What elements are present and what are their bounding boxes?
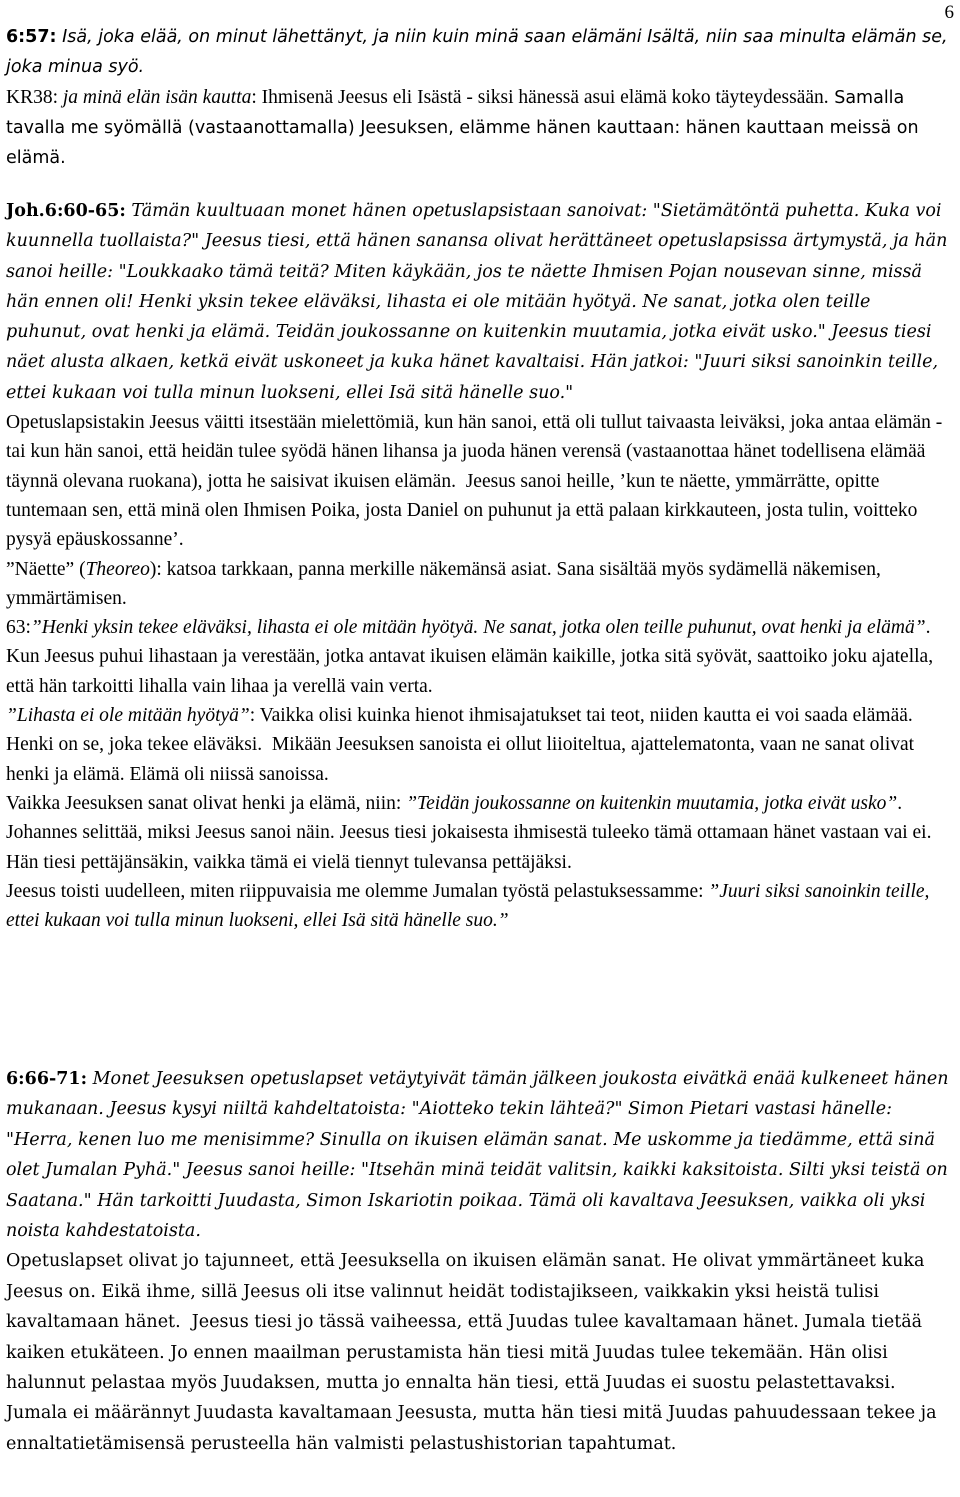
section-6-57: [6, 22, 956, 173]
quoted-verse: ”Henki yksin tekee eläväksi, lihasta ei ole mitään hyötyä. Ne sanat, jotka olen teille puhunut, ovat henki ja elämä”: [30, 617, 926, 639]
kr38-text: : Ihmisenä Jeesus eli Isästä - siksi hänessä asui elämä koko täyteydessään.: [251, 86, 829, 108]
commentary-text: ): katsoa tarkkaan, panna merkille näkemänsä asiat. Sana sisältää myös sydämellä näkemisen, ymmärtämisen.: [6, 558, 886, 609]
commentary-text: Vaikka Jeesuksen sanat olivat henki ja elämä, niin:: [6, 792, 407, 814]
greek-term: Theoreo: [85, 558, 150, 580]
quoted-verse: ”Lihasta ei ole mitään hyötyä”: [6, 705, 250, 727]
page-number: 6: [944, 2, 954, 23]
kr38-label: KR38:: [6, 86, 63, 108]
verse-reference: 6:57:: [6, 27, 57, 47]
verse-number: 63:: [6, 617, 31, 639]
section-6-66-71: [6, 1064, 956, 1459]
section-joh-6-60-65: [6, 196, 956, 935]
commentary-paragraph: Opetuslapsistakin Jeesus väitti itsestään mielettömiä, kun hän sanoi, että oli tullut taivaasta leiväksi, joka antaa elämän - tai kun hän sanoi, että heidän tulee syödä hänen lihansa ja juoda hänen verensä (vastaanottaa hänet todellisena elämää täynnä olevana ruokana), jotta he saisivat ikuisen elämän. Jeesus sanoi heille, ’kun te näette, ymmärrätte, opitte tuntemaan sen, että minä olen Ihmisen Poika, josta Daniel on puhunut ja että palaan kirkkauteen, josta tulin, voitteko pysyä epäuskossanne’.: [6, 412, 953, 551]
commentary-text: . Kun Jeesus puhui lihastaan ja verestään, jotka antavat ikuisen elämän kaikille, jotka sitä syövät, saattoiko joku ajatella, että hän tarkoitti lihalla vain lihaa ja verellä vain verta.: [6, 617, 941, 697]
quoted-verse: ”Teidän joukossanne on kuitenkin muutamia, jotka eivät usko”: [406, 792, 898, 814]
commentary-paragraph: Opetuslapset olivat jo tajunneet, että Jeesuksella on ikuisen elämän sanat. He olivat ymmärtäneet kuka Jeesus on. Eikä ihme, sillä Jeesus oli itse valinnut heidät todistajikseen, vaikkakin yksi heistä tulisi kavaltamaan hänet. Jeesus tiesi jo tässä vaiheessa, että Juudas tulee kavaltamaan hänet. Jumala tietää kaiken etukäteen. Jo ennen maailman perustamista hän tiesi mitä Juudas tulee tekemään. Hän olisi halunnut pelastaa myös Juudaksen, mutta jo ennalta hän tiesi, että Juudas ei suostu pelastettavaksi. Jumala ei määrännyt Juudasta kavaltamaan Jeesusta, mutta hän tiesi mitä Juudas pahuudessaan tekee ja ennaltatietämisensä perusteella hän valmisti pelastushistorian tapahtumat.: [6, 1251, 943, 1454]
quoted-verse: ”Juuri siksi sanoinkin teille, ettei kukaan voi tulla minun luokseni, ellei Isä sitä hänelle suo.”: [6, 880, 935, 932]
commentary-text: : Vaikka olisi kuinka hienot ihmisajatukset tai teot, niiden kautta ei voi saada elämää. Henki on se, joka tekee eläväksi. Mikään Jeesuksen sanoista ei ollut liioiteltua, ajattelematonta, vaan ne sanat olivat henki ja elämä. Elämä oli niissä sanoissa.: [6, 705, 919, 785]
verse-quote: Tämän kuultuaan monet hänen opetuslapsistaan sanoivat: "Sietämätöntä puhetta. Kuka voi kuunnella tuollaista?" Jeesus tiesi, että hänen sanansa olivat herättäneet opetuslapsissa ärtymystä, ja hän sanoi heille: "Loukkaako tämä teitä? Miten käykään, jos te näette Ihmisen Pojan nousevan sinne, missä hän ennen oli! Henki yksin tekee eläväksi, lihasta ei ole mitään hyötyä. Ne sanat, jotka olen teille puhunut, ovat henki ja elämä. Teidän joukossanne on kuitenkin muutamia, jotka eivät usko." Jeesus tiesi näet alusta alkaen, ketkä eivät uskoneet ja kuka hänet kavaltaisi. Hän jatkoi: "Juuri siksi sanoinkin teille, ettei kukaan voi tulla minun luokseni, ellei Isä sitä hänelle suo.": [6, 201, 953, 403]
verse-quote: Monet Jeesuksen opetuslapset vetäytyivät tämän jälkeen joukosta eivätkä enää kulkeneet hänen mukanaan. Jeesus kysyi niiltä kahdeltatoista: "Aiotteko tekin lähteä?" Simon Pietari vastasi hänelle: "Herra, kenen luo me menisimme? Sinulla on ikuisen elämän sanat. Me uskomme ja tiedämme, että sinä olet Jumalan Pyhä." Jeesus sanoi heille: "Itsehän minä teidät valitsin, kaikki kaksitoista. Silti yksi teistä on Saatana." Hän tarkoitti Juudasta, Simon Iskariotin poikaa. Tämä oli kavaltava Jeesuksen, vaikka oli yksi noista kahdestatoista.: [6, 1069, 955, 1242]
commentary-text: . Johannes selittää, miksi Jeesus sanoi näin. Jeesus tiesi jokaisesta ihmisestä tuleeko tämä ottamaan hänet vastaan vai ei. Hän tiesi pettäjänsäkin, vaikka tämä ei vielä tiennyt tulevansa pettäjäksi.: [6, 792, 937, 873]
verse-reference: 6:66-71:: [6, 1069, 88, 1089]
commentary-text: ”Näette” (: [6, 558, 86, 580]
commentary-text: Samalla tavalla me syömällä (vastaanottamalla) Jeesuksen, elämme hänen kauttaan: hänen kauttaan meissä on elämä.: [6, 87, 925, 169]
verse-reference: Joh.6:60-65:: [6, 201, 126, 221]
kr38-quote: ja minä elän isän kautta: [62, 86, 252, 108]
commentary-text: Jeesus toisti uudelleen, miten riippuvaisia me olemme Jumalan työstä pelastuksessamme:: [6, 880, 709, 902]
verse-quote: Isä, joka elää, on minut lähettänyt, ja niin kuin minä saan elämäni Isältä, niin saa minulta elämän se, joka minua syö.: [6, 27, 954, 78]
